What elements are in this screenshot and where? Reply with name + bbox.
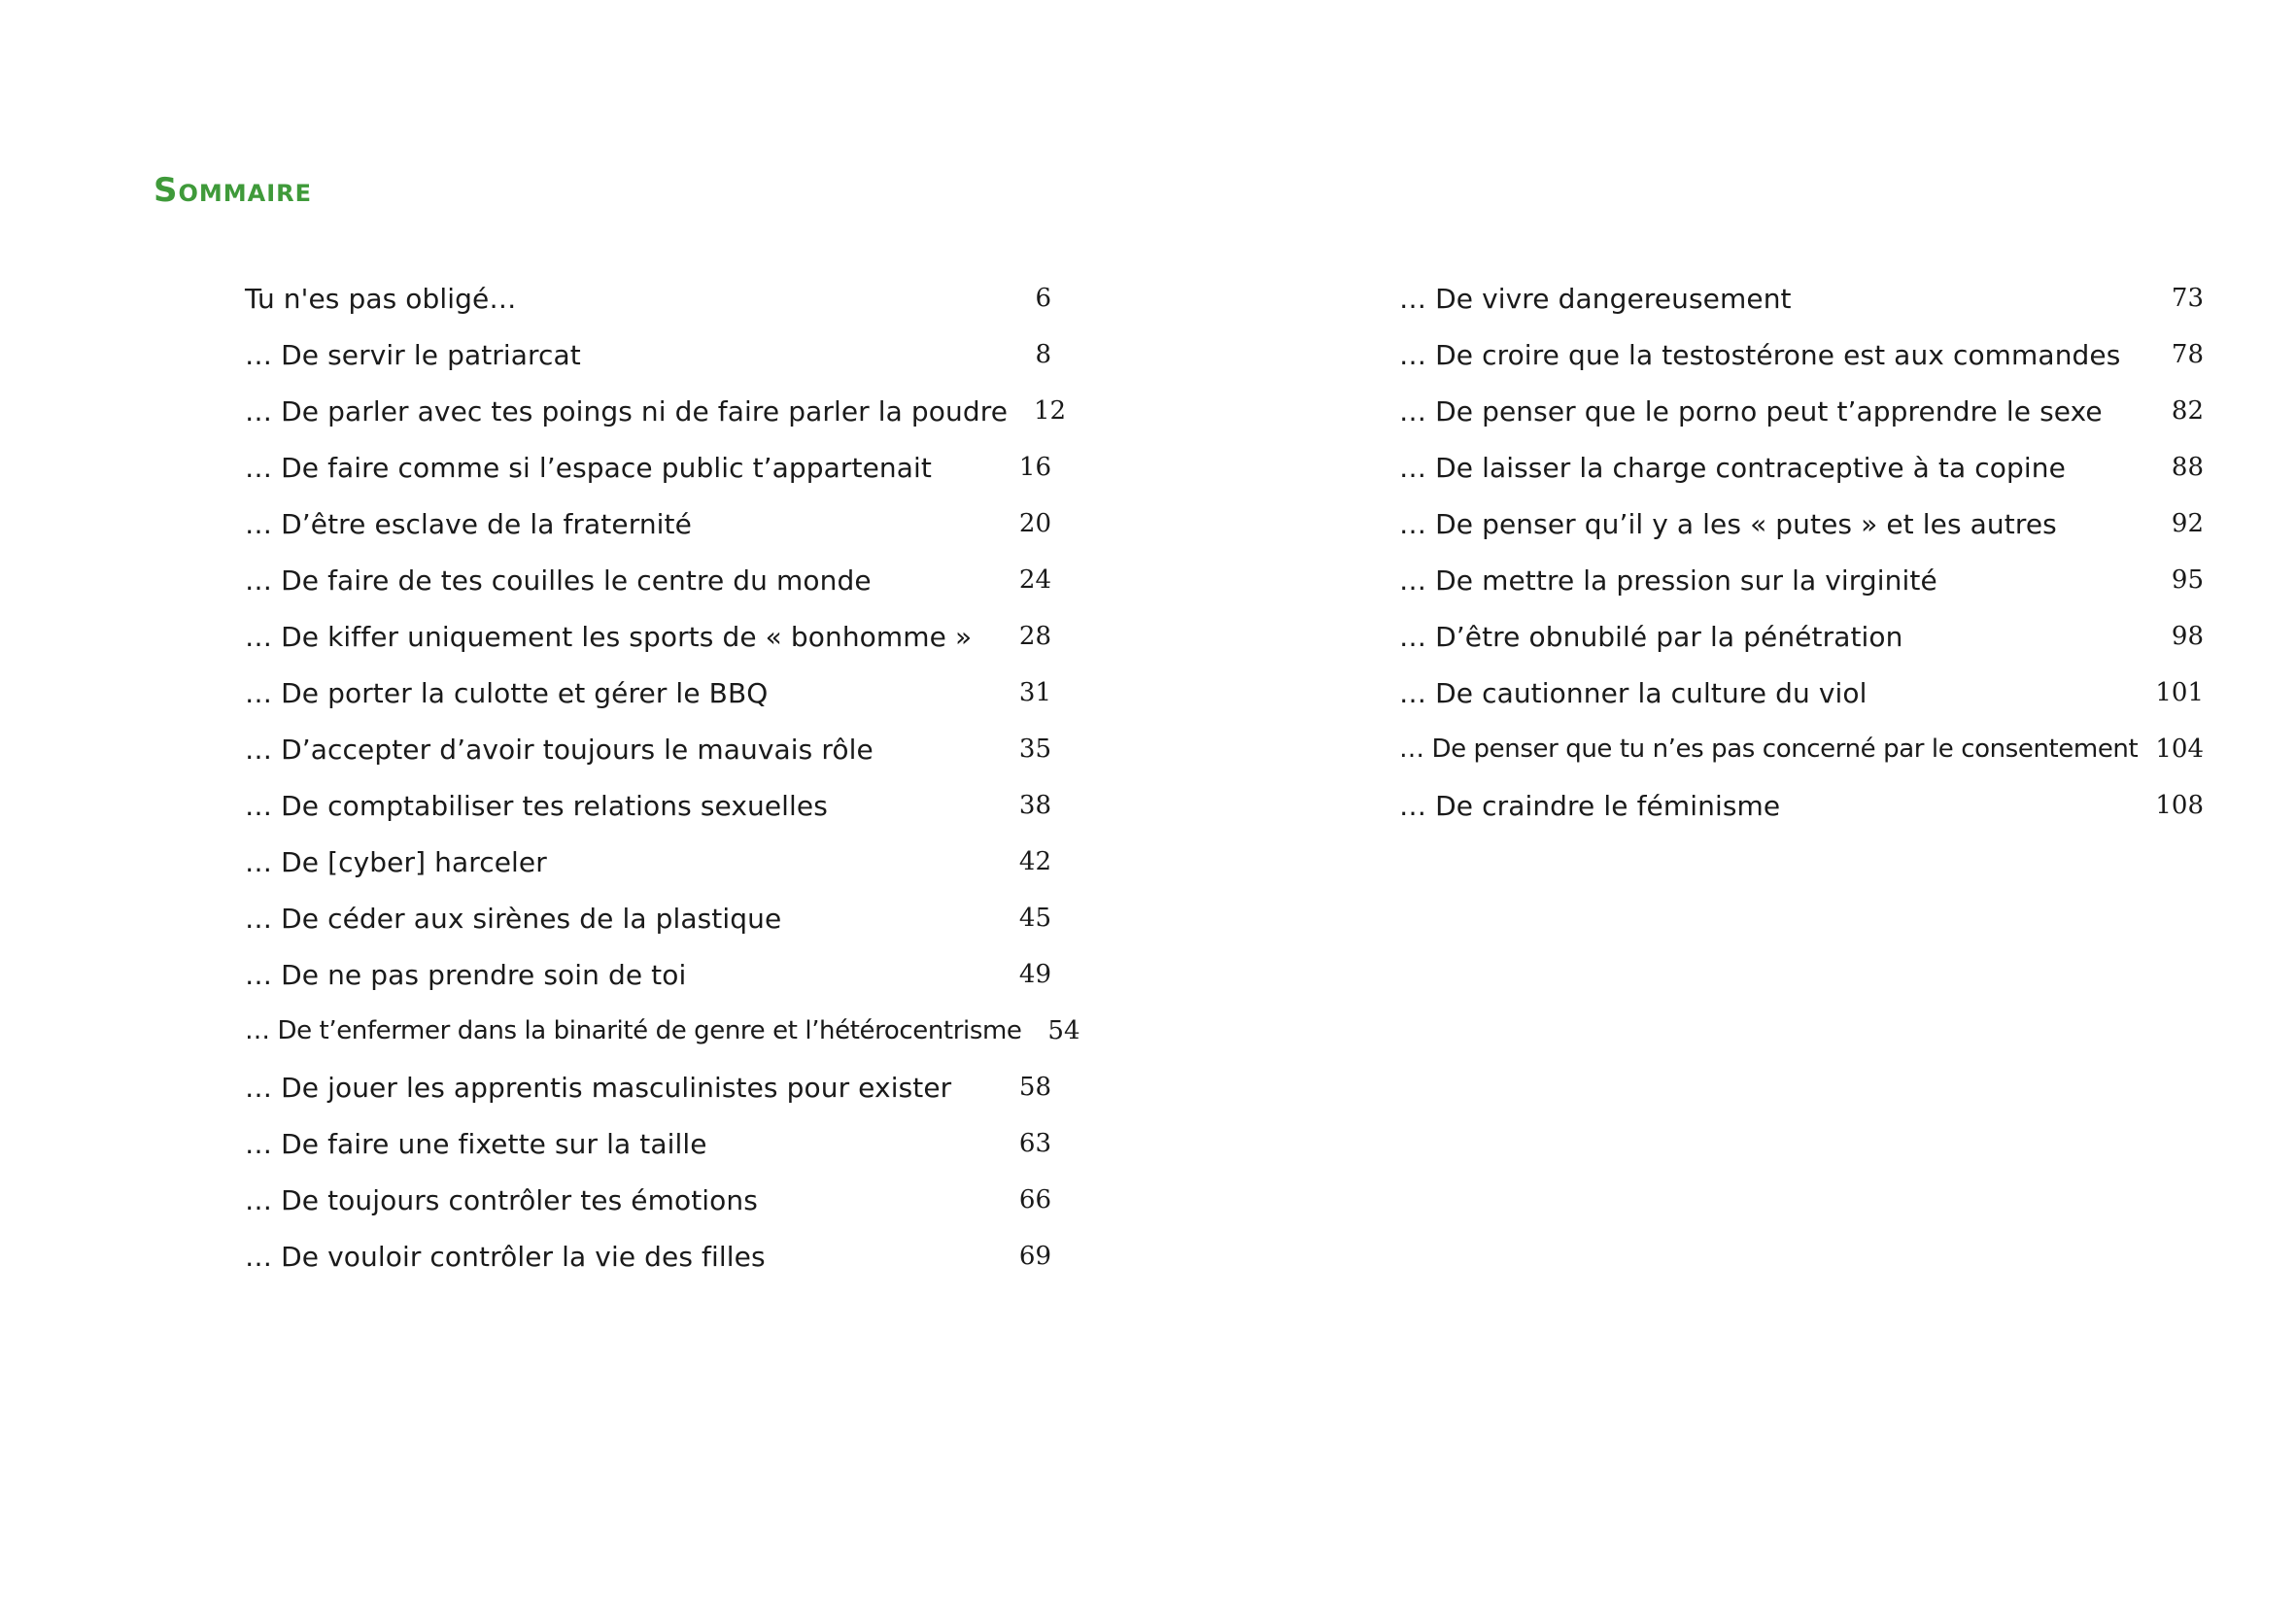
toc-entry-page: 6 (1035, 284, 1051, 313)
toc-entry-label: … De ne pas prendre soin de toi (245, 958, 687, 991)
toc-entry (245, 946, 1051, 1003)
toc-entry-label: … De laisser la charge contraceptive à ta copine (1399, 451, 2066, 484)
toc-entry-page: 78 (2171, 340, 2204, 369)
toc-entry (1399, 270, 2204, 326)
toc-entry-label: … De penser qu’il y a les « putes » et les autres (1399, 507, 2057, 540)
toc-entry (1399, 383, 2204, 439)
toc-entry-page: 20 (1018, 509, 1051, 538)
toc-entry (245, 326, 1051, 383)
toc-entry (245, 608, 1051, 665)
toc-entry-page: 28 (1018, 622, 1051, 651)
toc-entry-page: 45 (1018, 904, 1051, 933)
toc-entry-label: … D’être obnubilé par la pénétration (1399, 620, 1903, 653)
toc-entry (245, 1059, 1051, 1115)
toc-entry-page: 69 (1018, 1242, 1051, 1271)
toc-entry-page: 95 (2171, 565, 2204, 595)
toc-entry-label: … D’être esclave de la fraternité (245, 507, 692, 540)
toc-entry (245, 834, 1051, 890)
toc-entry (245, 1172, 1051, 1228)
toc-entry-page: 73 (2171, 284, 2204, 313)
toc-entry-label: … De croire que la testostérone est aux commandes (1399, 338, 2121, 371)
toc-entry-page: 108 (2155, 791, 2204, 820)
toc-entry-label: … De kiffer uniquement les sports de « bonhomme » (245, 620, 973, 653)
toc-entry-page: 82 (2171, 396, 2204, 426)
toc-entry (245, 270, 1051, 326)
toc-entry (1399, 721, 2204, 777)
toc-entry-page: 16 (1018, 453, 1051, 482)
toc-entry-label: … De [cyber] harceler (245, 845, 547, 878)
toc-entry-label: … De penser que le porno peut t’apprendre le sexe (1399, 394, 2103, 427)
toc-entry-page: 101 (2155, 678, 2204, 707)
toc-entry-label: … De céder aux sirènes de la plastique (245, 902, 782, 935)
toc-entry-label: … De faire de tes couilles le centre du monde (245, 564, 872, 597)
toc-entry-label: … De vivre dangereusement (1399, 282, 1792, 315)
toc-entry-label: … De t’enfermer dans la binarité de genre et l’hétérocentrisme (245, 1016, 1022, 1045)
toc-entry-label: … De craindre le féminisme (1399, 789, 1781, 822)
toc-entry-label: … D’accepter d’avoir toujours le mauvais rôle (245, 733, 874, 766)
toc-entry-label: … De vouloir contrôler la vie des filles (245, 1240, 766, 1273)
toc-entry-label: … De comptabiliser tes relations sexuelles (245, 789, 828, 822)
toc-entry-label: … De servir le patriarcat (245, 338, 581, 371)
toc-entry-label: … De mettre la pression sur la virginité (1399, 564, 1937, 597)
toc-entry-page: 98 (2171, 622, 2204, 651)
toc-entry (245, 552, 1051, 608)
toc-entry-page: 35 (1018, 735, 1051, 764)
toc-entry-page: 66 (1018, 1185, 1051, 1214)
toc-entry-page: 49 (1018, 960, 1051, 989)
toc-entry-label: … De faire comme si l’espace public t’appartenait (245, 451, 932, 484)
toc-entry-label: … De faire une fixette sur la taille (245, 1127, 707, 1160)
toc-entry-page: 12 (1033, 396, 1067, 426)
toc-entry-label: … De jouer les apprentis masculinistes pour exister (245, 1071, 952, 1104)
toc-entry (1399, 665, 2204, 721)
toc-entry (245, 665, 1051, 721)
toc-entry (1399, 608, 2204, 665)
toc-entry (245, 1003, 1080, 1059)
toc-entry-page: 63 (1018, 1129, 1051, 1158)
toc-entry-label: … De cautionner la culture du viol (1399, 676, 1868, 709)
toc-entry-label: Tu n'es pas obligé… (245, 282, 517, 315)
toc-entry (1399, 326, 2204, 383)
toc-entry (1399, 777, 2204, 834)
toc-entry (245, 496, 1051, 552)
toc-entry (245, 383, 1067, 439)
toc-entry (245, 439, 1051, 496)
toc-entry (1399, 552, 2204, 608)
toc-entry-page: 88 (2171, 453, 2204, 482)
toc-entry-page: 42 (1018, 847, 1051, 876)
toc-entry-label: … De toujours contrôler tes émotions (245, 1183, 758, 1216)
toc-entry (1399, 496, 2204, 552)
toc-entry (1399, 439, 2204, 496)
toc-entry-page: 104 (2155, 735, 2204, 764)
toc-entry (245, 721, 1051, 777)
toc-entry-label: … De parler avec tes poings ni de faire parler la poudre (245, 394, 1009, 427)
toc-entry-page: 38 (1018, 791, 1051, 820)
toc-entry-page: 8 (1035, 340, 1051, 369)
toc-entry (245, 1115, 1051, 1172)
toc-left-column (245, 270, 1080, 1284)
toc-entry-page: 31 (1018, 678, 1051, 707)
toc-entry-page: 24 (1018, 565, 1051, 595)
toc-entry-page: 58 (1018, 1073, 1051, 1102)
page-title: Sommaire (154, 171, 313, 210)
toc-entry (245, 1228, 1051, 1284)
toc-entry (245, 777, 1051, 834)
toc-entry-page: 54 (1047, 1016, 1080, 1045)
toc-entry-label: … De penser que tu n’es pas concerné par le consentement (1399, 735, 2139, 764)
toc-entry-label: … De porter la culotte et gérer le BBQ (245, 676, 769, 709)
toc-right-column (1399, 270, 2204, 834)
toc-entry-page: 92 (2171, 509, 2204, 538)
toc-entry (245, 890, 1051, 946)
